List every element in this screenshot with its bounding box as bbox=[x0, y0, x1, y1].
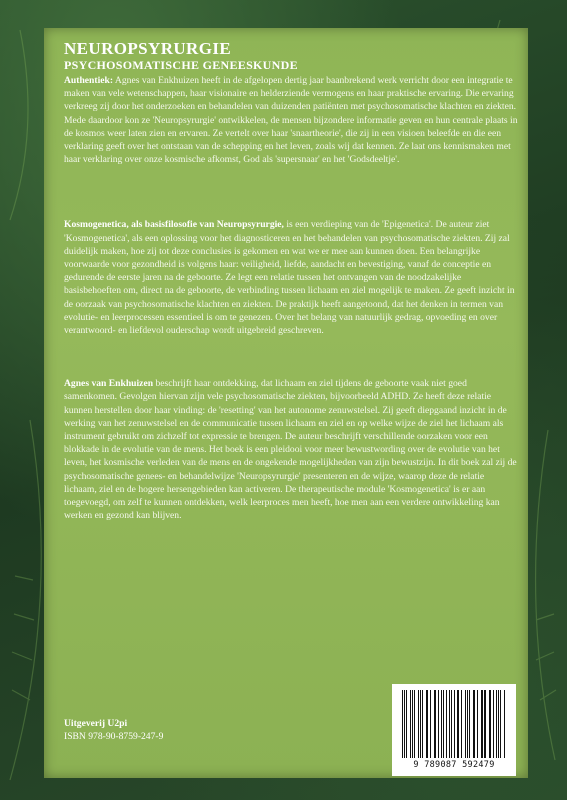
barcode-stripe bbox=[484, 690, 485, 758]
blurb-lead-1: Authentiek: bbox=[64, 75, 114, 86]
blurb-lead-2: Kosmogenetica, als basisfilosofie van Neuropsyrurgie, bbox=[64, 219, 284, 231]
barcode-stripe bbox=[489, 690, 490, 758]
blurb-paragraph-1 bbox=[64, 74, 519, 166]
blurb-paragraph-2 bbox=[64, 218, 519, 337]
barcode-bars bbox=[402, 690, 506, 758]
isbn-text: ISBN 978-90-8759-247-9 bbox=[64, 731, 164, 742]
barcode-stripe bbox=[402, 690, 403, 758]
barcode-stripe bbox=[414, 690, 415, 758]
blurb-text-2: is een verdieping van de 'Epigenetica'. De auteur ziet 'Kosmogenetica', als een oplossing voor het diagnosticeren en het behandelen van psychosomatische ziekten. Zij zal duidelijk maken, hoe zij tot deze conclusies is gekomen en wat we er mee aan kunnen doen. Een belangrijke voorwaarde voor gezondheid is volgens haar: veiligheid, liefde, aandacht en bevestiging, vanaf de conceptie en gedurende de eerste jaren na de geboorte. Ze legt een relatie tussen het ontvangen van de noodzakelijke basisbehoeften om, direct na de geboorte, de verbinding tussen lichaam en ziel mogelijk te maken. Ze geeft inzicht in de oorzaak van psychosomatische klachten en ziekten. De praktijk heeft aangetoond, dat het denken in termen van evolutie- en leerprocessen essentieel is om te genezen. Over het belang van natuurlijk gedrag, opvoeding en over verantwoord- en liefdevol ouderschap wordt uitgebreid geschreven. bbox=[64, 219, 515, 337]
barcode-stripe bbox=[473, 690, 474, 758]
barcode-stripe bbox=[451, 690, 452, 758]
barcode-stripe bbox=[504, 690, 505, 758]
book-title: NEUROPSYRURGIE bbox=[64, 39, 232, 58]
barcode-stripe bbox=[465, 690, 466, 758]
barcode-stripe bbox=[427, 690, 428, 758]
publisher-info bbox=[64, 717, 163, 743]
blurb-text-1: Agnes van Enkhuizen heeft in de afgelopen dertig jaar baanbrekend werk verricht door een integratie te maken van vele wetenschappen, haar visionaire en helderziende vermogens en haar praktische ervaring. Die ervaring verkreeg zij door het onderzoeken en behandelen van duizenden patiënten met psychosomatische klachten en ziekten. Mede daardoor kon ze 'Neuropsyrurgie' ontwikkelen, de mensen bijzondere informatie geven en hun centrale plaats in de kosmos weer laten zien en ervaren. Ze vertelt over haar 'snaartheorie', die zij in een visioen beleefde en die een verklaring geeft over het ontstaan van de schepping en het leven, zoals wij dat kennen. Ze laat ons kennismaken met haar verklaring over onze kosmische afkomst, God als 'supersnaar' en het 'Godsdeeltje'. bbox=[64, 75, 518, 166]
barcode-stripe bbox=[458, 690, 459, 758]
blurb-text-3: beschrijft haar ontdekking, dat lichaam en ziel tijdens de geboorte vaak niet goed samenkomen. Gevolgen hiervan zijn vele psychosomatische ziekten, bijvoorbeeld ADHD. Ze heeft deze relatie kunnen herstellen door haar vinding: de 'resetting' van het autonome zenuwstelsel. Zij geeft diepgaand inzicht in de werking van het zenuwstelsel en de communicatie tussen lichaam en ziel en op welke wijze de ziel het lichaam als instrument gebruikt om zichzelf tot expressie te brengen. De auteur beschrijft verschillende oorzaken voor een blokkade in de evolutie van de mens. Het boek is een pleidooi voor meer bewustwording over de evolutie van het leven, het kosmische verleden van de mens en de ongekende mogelijkheden van zijn bewustzijn. In dit boek zal zij de psychosomatische genees- en behandelwijze 'Neuropsyrurgie' presenteren en de wijze, waarop deze de relatie lichaam, ziel en de hogere hersengebieden kan activeren. De therapeutische module 'Kosmogenetica' is er aan toegevoegd, om zelf te kunnen ontdekken, welk leerproces men heeft, hoe men aan een verdere ontwikkeling kan werken en gezond kan blijven. bbox=[64, 378, 517, 522]
blurb-content bbox=[64, 40, 519, 522]
barcode-stripe bbox=[434, 690, 435, 758]
barcode-stripe bbox=[410, 690, 411, 758]
book-subtitle: PSYCHOSOMATISCHE GENEESKUNDE bbox=[64, 58, 298, 72]
barcode-stripe bbox=[477, 690, 478, 758]
barcode-stripe bbox=[443, 690, 444, 758]
blurb-lead-3: Agnes van Enkhuizen bbox=[64, 378, 154, 390]
publisher-name: Uitgeverij U2pi bbox=[64, 718, 128, 729]
barcode-stripe bbox=[418, 690, 419, 758]
blurb-paragraph-3 bbox=[64, 377, 519, 522]
barcode bbox=[392, 684, 516, 776]
barcode-stripe bbox=[496, 690, 497, 758]
barcode-number: 9 789087 592479 bbox=[413, 760, 495, 770]
barcode-stripe bbox=[441, 690, 442, 758]
